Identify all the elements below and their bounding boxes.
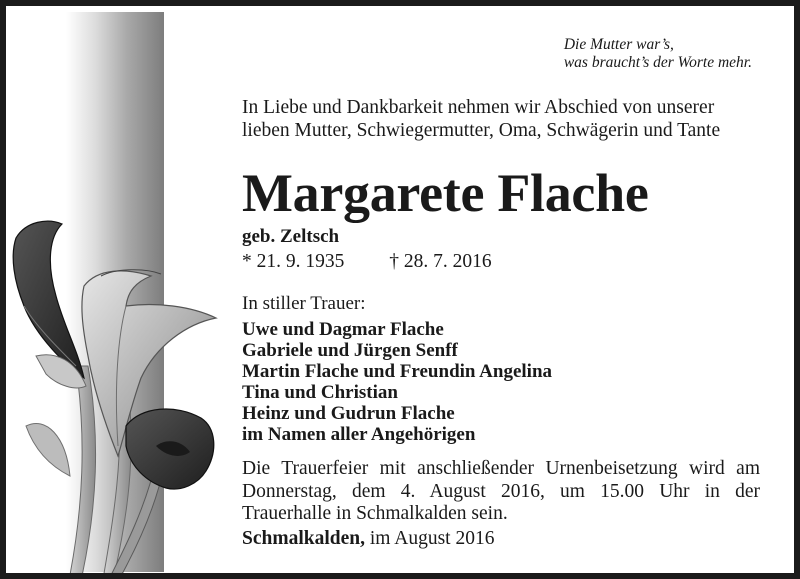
mourner: Martin Flache und Freundin Angelina	[242, 361, 553, 382]
calla-lily-icon	[6, 6, 246, 579]
mourner: Tina und Christian	[242, 382, 398, 403]
service-line-3: Trauerhalle in Schmalkalden sein.	[242, 503, 508, 524]
intro-text	[242, 96, 762, 142]
closing-date: im August 2016	[365, 528, 495, 549]
funeral-service-info	[242, 458, 760, 526]
life-dates	[242, 251, 492, 273]
closing-line	[242, 528, 494, 550]
mourner: Gabriele und Jürgen Senff	[242, 340, 458, 361]
mourners-list	[242, 319, 552, 445]
service-line-2: Donnerstag, dem 4. August 2016, um 15.00 Uhr in der	[242, 480, 760, 502]
intro-line-2: lieben Mutter, Schwiegermutter, Oma, Schwägerin und Tante	[242, 120, 721, 141]
mourning-label: In stiller Trauer:	[242, 293, 366, 314]
maiden-name: geb. Zeltsch	[242, 226, 340, 247]
intro-line-1: In Liebe und Dankbarkeit nehmen wir Abschied von unserer	[242, 97, 715, 118]
deceased-name: Margarete Flache	[242, 163, 649, 223]
birth-date: * 21. 9. 1935	[242, 251, 345, 272]
mourner: Uwe und Dagmar Flache	[242, 319, 444, 340]
death-date: † 28. 7. 2016	[389, 251, 492, 272]
service-line-1: Die Trauerfeier mit anschließender Urnenbeisetzung wird am	[242, 458, 760, 479]
closing-place: Schmalkalden,	[242, 528, 365, 549]
motto-line-2: was braucht’s der Worte mehr.	[563, 54, 752, 71]
motto-line-1: Die Mutter war’s,	[563, 36, 674, 53]
motto	[564, 36, 752, 72]
mourner: im Namen aller Angehörigen	[242, 424, 476, 445]
mourner: Heinz und Gudrun Flache	[242, 403, 455, 424]
